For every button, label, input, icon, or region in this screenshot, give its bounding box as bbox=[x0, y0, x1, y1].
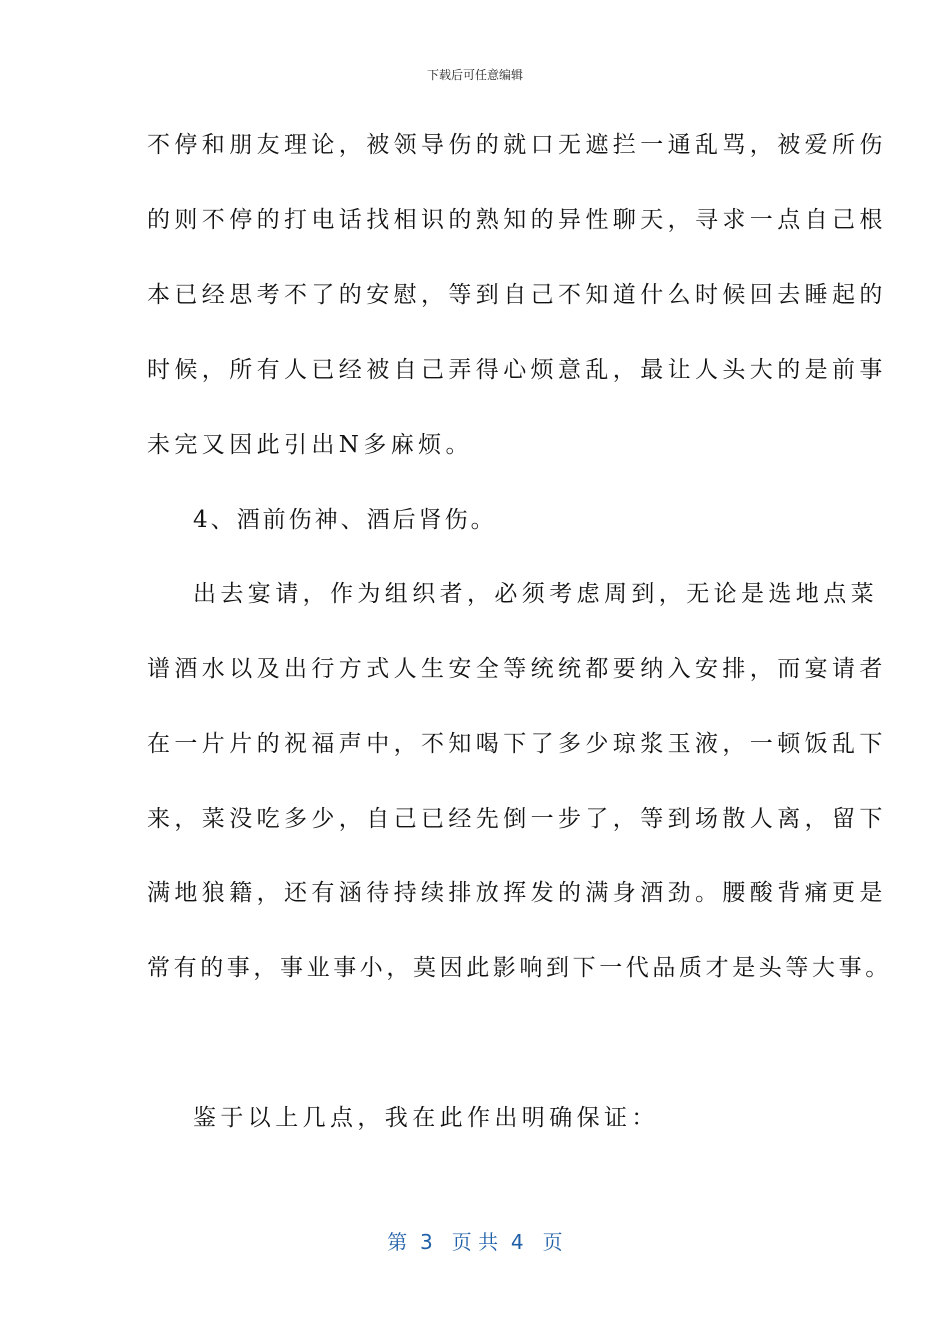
paragraph-line: 的则不停的打电话找相识的熟知的异性聊天，寻求一点自己根 bbox=[147, 207, 887, 233]
paragraph-line: 时候，所有人已经被自己弄得心烦意乱，最让人头大的是前事 bbox=[147, 357, 887, 383]
paragraph-line: 在一片片的祝福声中，不知喝下了多少琼浆玉液，一顿饭乱下 bbox=[147, 731, 887, 757]
paragraph-line: 常有的事，事业事小，莫因此影响到下一代品质才是头等大事。 bbox=[147, 955, 892, 981]
page-number-footer: 第 3 页 共 4 页 bbox=[387, 1230, 563, 1254]
page-header-note: 下载后可任意编辑 bbox=[426, 68, 523, 82]
section-heading: 4、酒前伤神、酒后肾伤。 bbox=[193, 507, 497, 533]
paragraph-line: 不停和朋友理论，被领导伤的就口无遮拦一通乱骂，被爱所伤 bbox=[147, 132, 887, 158]
paragraph-line: 本已经思考不了的安慰，等到自己不知道什么时候回去睡起的 bbox=[147, 282, 887, 308]
paragraph-line: 谱酒水以及出行方式人生安全等统统都要纳入安排，而宴请者 bbox=[147, 656, 887, 682]
paragraph-line: 出去宴请，作为组织者，必须考虑周到，无论是选地点菜 bbox=[193, 581, 878, 607]
paragraph-line: 来，菜没吃多少，自己已经先倒一步了，等到场散人离，留下 bbox=[147, 806, 887, 832]
paragraph-line: 满地狼籍，还有涵待持续排放挥发的满身酒劲。腰酸背痛更是 bbox=[147, 880, 887, 906]
paragraph-line: 鉴于以上几点，我在此作出明确保证： bbox=[193, 1105, 659, 1131]
paragraph-line: 未完又因此引出N多麻烦。 bbox=[147, 432, 473, 458]
